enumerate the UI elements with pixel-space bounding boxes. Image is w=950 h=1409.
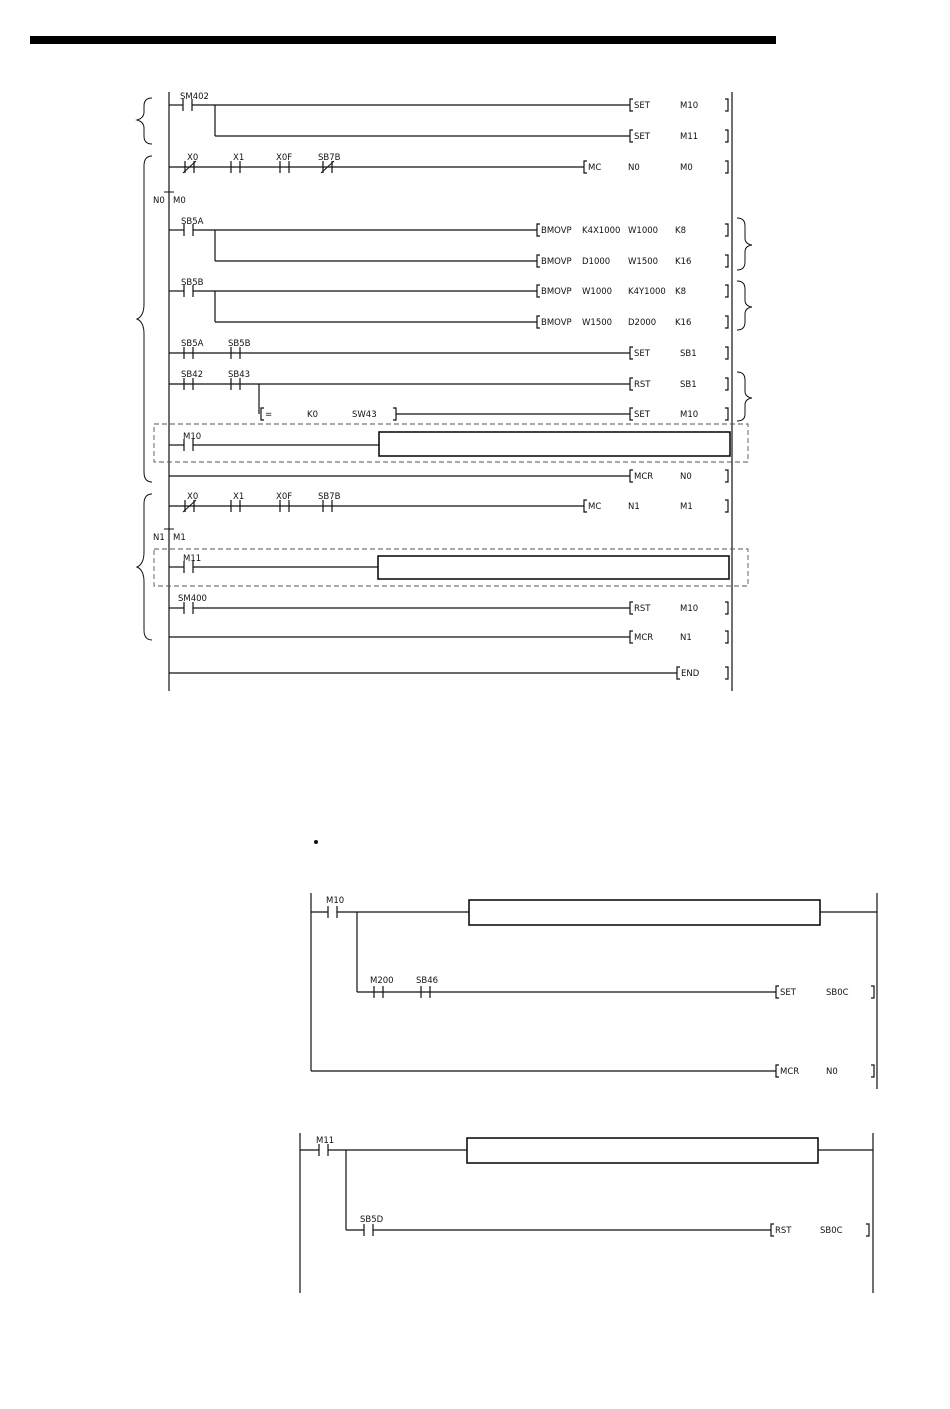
label-sb43: SB43	[228, 370, 251, 380]
operand-k0: K0	[307, 410, 318, 420]
instr-bmovp-4: BMOVP	[541, 318, 572, 328]
bottom-program-2	[300, 1133, 873, 1293]
operand-w1000-2: W1000	[582, 287, 613, 297]
operand-m10-3: M10	[680, 604, 699, 614]
instr-bmovp-2: BMOVP	[541, 257, 572, 267]
function-box-2	[378, 556, 729, 579]
operand-sb1-1: SB1	[680, 349, 697, 359]
operand-m0-1: M0	[680, 163, 693, 173]
label-x0f-1: X0F	[276, 153, 293, 163]
brace-right-3	[737, 372, 752, 421]
top-program	[137, 92, 752, 691]
label-sb5b-2: SB5B	[228, 339, 251, 349]
operand-w1000-1: W1000	[628, 226, 659, 236]
operand-m10-1: M10	[680, 101, 699, 111]
instr-mcr-2: MCR	[634, 633, 654, 643]
operand-sb0c-1: SB0C	[826, 988, 849, 998]
instr-set-4: SET	[634, 410, 650, 420]
brace-right-1	[737, 218, 752, 270]
operand-n0-2: N0	[680, 472, 692, 482]
label-sb5a-2: SB5A	[181, 339, 204, 349]
function-box-1	[379, 432, 730, 456]
operand-n0-1: N0	[628, 163, 640, 173]
label-m10-contact: M10	[183, 432, 202, 442]
operand-m10-2: M10	[680, 410, 699, 420]
label-sb42: SB42	[181, 370, 204, 380]
label-sb5b-1: SB5B	[181, 278, 204, 288]
label-x0f-2: X0F	[276, 492, 293, 502]
instr-mc-2: MC	[588, 502, 602, 512]
label-m11-b: M11	[316, 1136, 335, 1146]
label-sb7b-1: SB7B	[318, 153, 341, 163]
operand-d1000: D1000	[582, 257, 611, 267]
bottom-program-1	[311, 893, 877, 1089]
operand-k16-1: K16	[675, 257, 692, 267]
operand-n1-2: N1	[680, 633, 692, 643]
label-sb7b-2: SB7B	[318, 492, 341, 502]
function-box-3	[469, 900, 820, 925]
operand-k8-2: K8	[675, 287, 686, 297]
label-x0-2: X0	[187, 492, 199, 502]
brace-left-2	[137, 156, 152, 482]
operand-w1500-1: W1500	[628, 257, 659, 267]
label-sb5d: SB5D	[360, 1215, 384, 1225]
operand-sb0c-2: SB0C	[820, 1226, 843, 1236]
operand-k4y1000: K4Y1000	[628, 287, 666, 297]
compare-equal: =	[265, 410, 273, 420]
operand-w1500-2: W1500	[582, 318, 613, 328]
function-box-4	[467, 1138, 818, 1163]
instr-bmovp-1: BMOVP	[541, 226, 572, 236]
label-x1-2: X1	[233, 492, 245, 502]
instr-rst-2: RST	[634, 604, 651, 614]
label-m10-b: M10	[326, 896, 345, 906]
brace-left-3	[137, 494, 152, 640]
operand-d2000: D2000	[628, 318, 657, 328]
operand-sw43: SW43	[352, 410, 377, 420]
label-sm402: SM402	[180, 92, 209, 102]
instr-mcr-b: MCR	[780, 1067, 800, 1077]
instr-end: END	[681, 669, 700, 679]
label-m1-master: M1	[173, 533, 186, 543]
bullet-dot	[314, 840, 318, 844]
header-bar	[30, 36, 776, 44]
instr-bmovp-3: BMOVP	[541, 287, 572, 297]
instr-set-2: SET	[634, 132, 650, 142]
operand-m1-1: M1	[680, 502, 693, 512]
instr-rst-b: RST	[775, 1226, 792, 1236]
instr-mcr-1: MCR	[634, 472, 654, 482]
instr-set-3: SET	[634, 349, 650, 359]
label-sb46: SB46	[416, 976, 439, 986]
instr-mc-1: MC	[588, 163, 602, 173]
label-sm400: SM400	[178, 594, 207, 604]
label-m200: M200	[370, 976, 394, 986]
operand-k8-1: K8	[675, 226, 686, 236]
brace-right-2	[737, 281, 752, 330]
operand-m11-1: M11	[680, 132, 699, 142]
brace-left-1	[137, 98, 152, 144]
operand-sb1-2: SB1	[680, 380, 697, 390]
label-m11-contact: M11	[183, 554, 202, 564]
instr-set-1: SET	[634, 101, 650, 111]
label-x1-1: X1	[233, 153, 245, 163]
label-n1-master: N1	[153, 533, 165, 543]
label-x0-1: X0	[187, 153, 199, 163]
operand-k4x1000: K4X1000	[582, 226, 621, 236]
label-m0-master: M0	[173, 196, 186, 206]
operand-n0-b: N0	[826, 1067, 838, 1077]
operand-n1-1: N1	[628, 502, 640, 512]
label-sb5a-1: SB5A	[181, 217, 204, 227]
instr-rst-1: RST	[634, 380, 651, 390]
operand-k16-2: K16	[675, 318, 692, 328]
label-n0-master: N0	[153, 196, 165, 206]
instr-set-b: SET	[780, 988, 796, 998]
